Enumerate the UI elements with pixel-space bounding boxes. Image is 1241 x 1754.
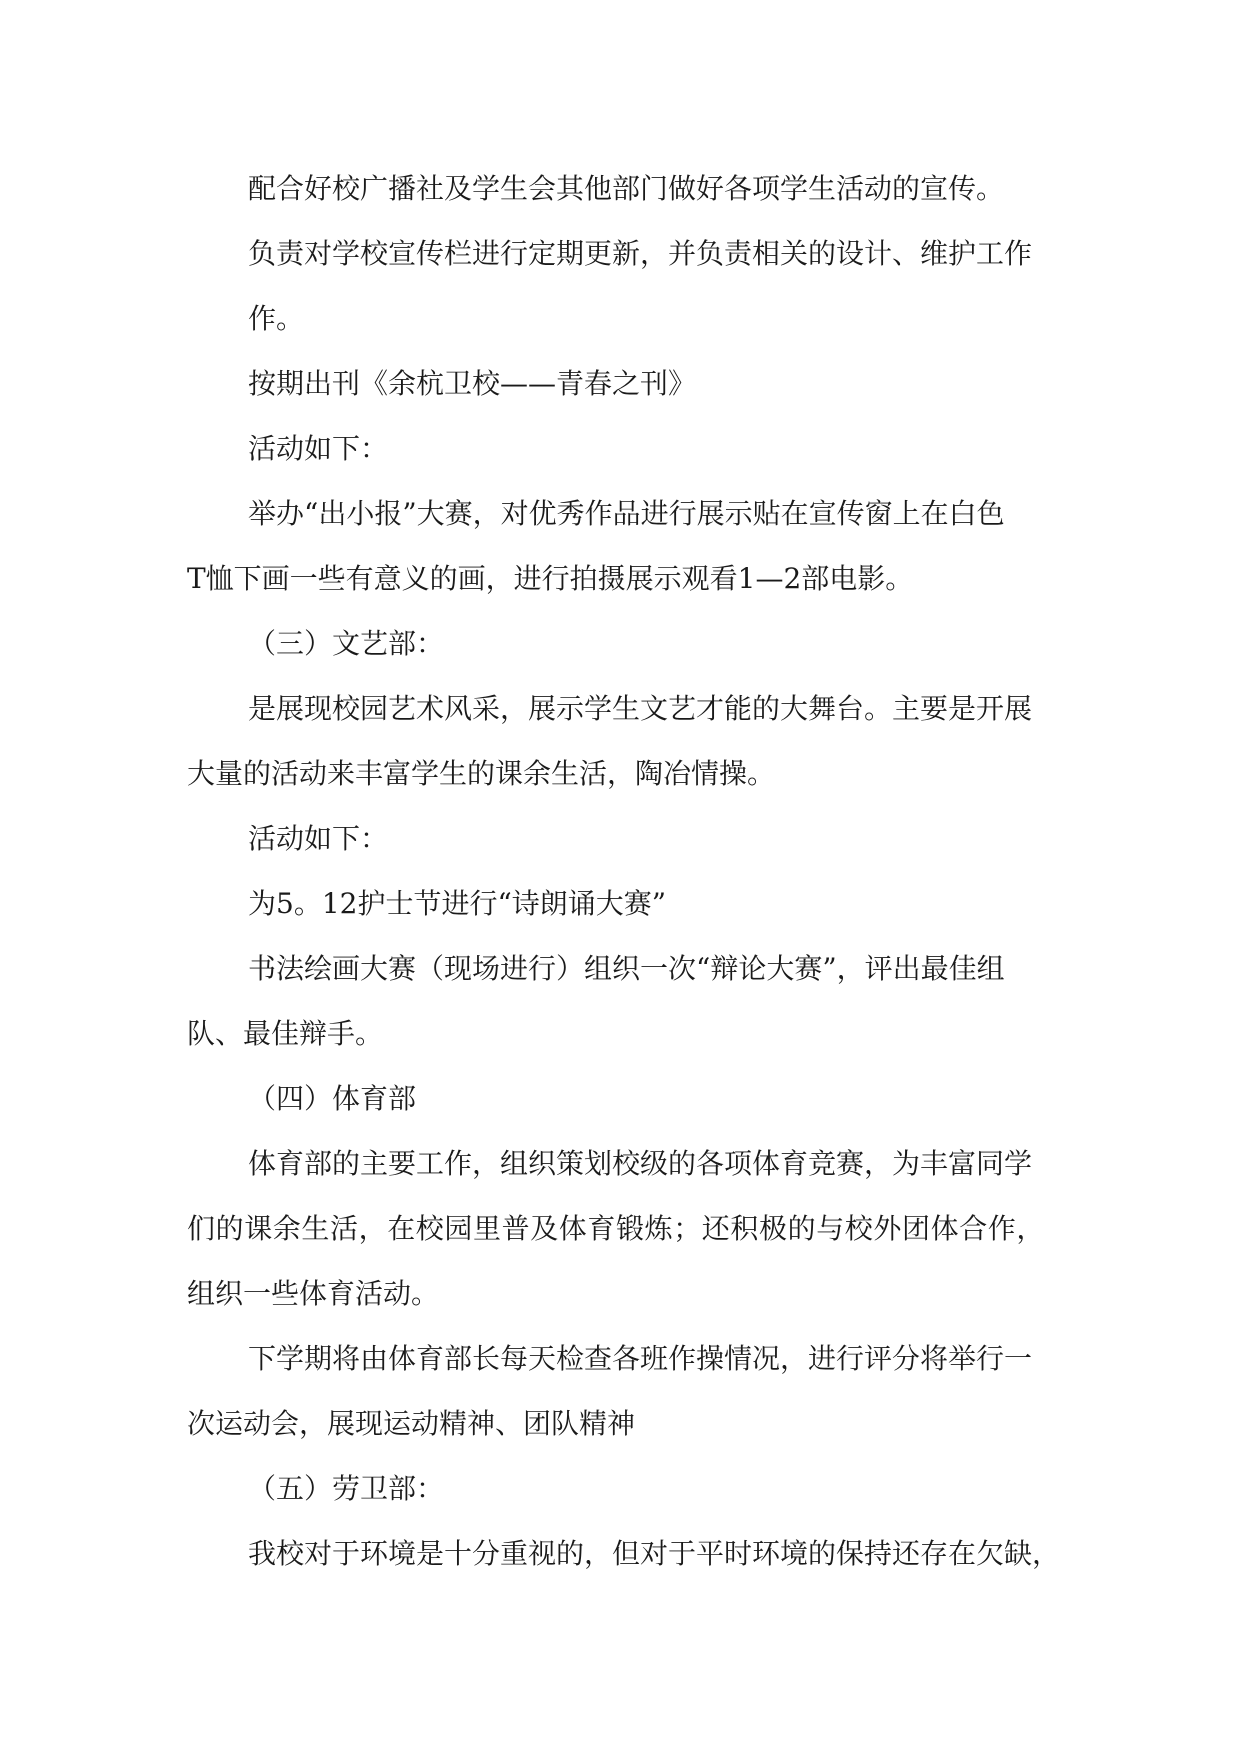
- paragraph-line: 举办“出小报”大赛，对优秀作品进行展示贴在宣传窗上在白色: [248, 497, 1005, 530]
- paragraph-line: 活动如下：: [248, 822, 389, 855]
- paragraph-line: 配合好校广播社及学生会其他部门做好各项学生活动的宣传。: [248, 172, 1005, 205]
- paragraph-line: 活动如下：: [248, 432, 389, 465]
- paragraph-line: 队、最佳辩手。: [187, 1017, 384, 1050]
- paragraph-line: 作。: [248, 302, 305, 335]
- paragraph-line: 书法绘画大赛（现场进行）组织一次“辩论大赛”，评出最佳组: [248, 952, 1005, 985]
- section-heading: （四）体育部: [248, 1082, 417, 1115]
- section-heading: （五）劳卫部：: [248, 1472, 445, 1505]
- section-heading: （三）文艺部：: [248, 627, 445, 660]
- paragraph-line: 次运动会，展现运动精神、团队精神: [187, 1407, 636, 1440]
- document-body: [187, 156, 1061, 1586]
- paragraph-line: 为5。12护士节进行“诗朗诵大赛”: [248, 887, 667, 920]
- paragraph-line: 下学期将由体育部长每天检查各班作操情况，进行评分将举行一: [248, 1342, 1033, 1375]
- paragraph-line: 大量的活动来丰富学生的课余生活，陶冶情操。: [187, 757, 776, 790]
- paragraph-line: 们的课余生活，在校园里普及体育锻炼；还积极的与校外团体合作，: [187, 1212, 1046, 1245]
- paragraph-line: 负责对学校宣传栏进行定期更新，并负责相关的设计、维护工作: [248, 237, 1033, 270]
- paragraph-line: 组织一些体育活动。: [187, 1277, 440, 1310]
- paragraph-line: 我校对于环境是十分重视的，但对于平时环境的保持还存在欠缺，: [248, 1537, 1061, 1570]
- paragraph-line: 是展现校园艺术风采，展示学生文艺才能的大舞台。主要是开展: [248, 692, 1033, 725]
- paragraph-line: 按期出刊《余杭卫校——青春之刊》: [248, 367, 697, 400]
- paragraph-line: T恤下画一些有意义的画，进行拍摄展示观看1—2部电影。: [187, 562, 914, 595]
- paragraph-line: 体育部的主要工作，组织策划校级的各项体育竞赛，为丰富同学: [248, 1147, 1033, 1180]
